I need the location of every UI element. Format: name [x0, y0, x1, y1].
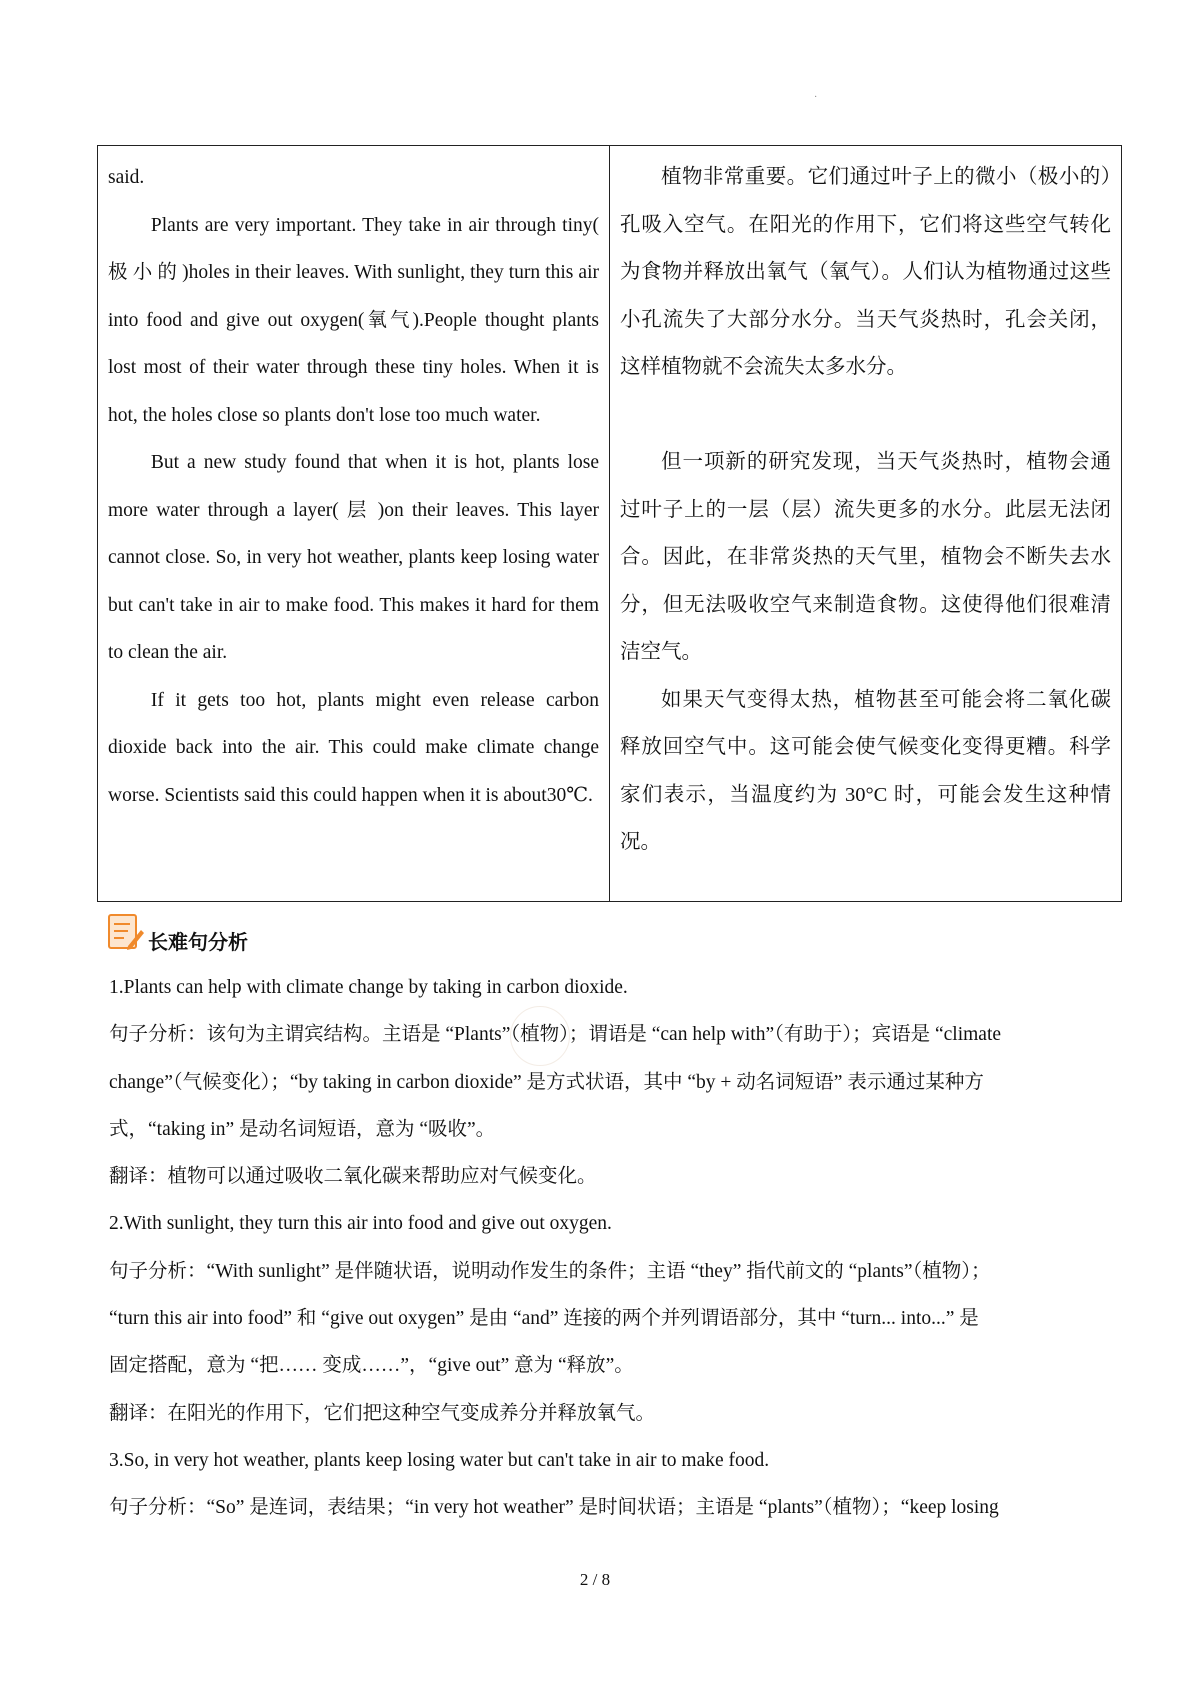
sentence-analysis — [109, 964, 1094, 1532]
chinese-paragraph: 但一项新的研究发现，当天气炎热时，植物会通过叶子上的一层（层）流失更多的水分。此层无法闭合。因此，在非常炎热的天气里，植物会不断失去水分，但无法吸收空气来制造食物。这使得他们很难清洁空气。 — [620, 451, 1111, 663]
analysis-line: 句子分析：该句为主谓宾结构。主语是 “Plants”（植物）；谓语是 “can help with”（有助于）；宾语是 “climate — [109, 1024, 1002, 1046]
analysis-line: 翻译：植物可以通过吸收二氧化碳来帮助应对气候变化。 — [109, 1166, 597, 1188]
chinese-paragraph: 植物非常重要。它们通过叶子上的微小（极小的）孔吸入空气。在阳光的作用下，它们将这些空气转化为食物并释放出氧气（氧气）。人们认为植物通过这些小孔流失了大部分水分。当天气炎热时，孔会关闭，这样植物就不会流失太多水分。 — [620, 166, 1111, 378]
english-paragraph: Plants are very important. They take in air through tiny( 极 小 的 )holes in their leaves. With sunlight, they turn this air into food and give out oxygen(氧气).People thought plants lost most of their water through these tiny holes. When it is hot, the holes close so plants don't lose too much water. — [108, 214, 599, 426]
section-title: 长难句分析 — [148, 930, 248, 954]
decorative-dot: · — [814, 92, 818, 103]
chinese-paragraph: 如果天气变得太热，植物甚至可能会将二氧化碳释放回空气中。这可能会使气候变化变得更糟。科学家们表示，当温度约为 30°C 时，可能会发生这种情况。 — [620, 688, 1111, 853]
analysis-line: 2.With sunlight, they turn this air into food and give out oxygen. — [109, 1213, 612, 1235]
note-edit-icon — [106, 912, 146, 952]
analysis-line: 式，“taking in” 是动名词短语，意为 “吸收”。 — [109, 1118, 496, 1140]
page-number: 2 / 8 — [579, 1570, 611, 1589]
section-header — [106, 912, 406, 956]
english-column — [98, 146, 610, 902]
analysis-line: 1.Plants can help with climate change by taking in carbon dioxide. — [109, 977, 628, 998]
english-paragraph: If it gets too hot, plants might even release carbon dioxide back into the air. This could make climate change worse. Scientists said this could happen when it is about30℃. — [108, 689, 599, 806]
paragraph-gap — [620, 392, 1111, 440]
bilingual-table — [97, 145, 1122, 902]
analysis-line: 翻译：在阳光的作用下，它们把这种空气变成养分并释放氧气。 — [109, 1402, 656, 1424]
english-paragraph: said. — [108, 167, 145, 188]
analysis-line: 句子分析：“With sunlight” 是伴随状语，说明动作发生的条件；主语 “they” 指代前文的 “plants”（植物）； — [109, 1260, 991, 1282]
analysis-line: 固定搭配，意为 “把…… 变成……”，“give out” 意为 “释放”。 — [109, 1355, 634, 1377]
analysis-line: change”（气候变化）；“by taking in carbon dioxide” 是方式状语，其中 “by + 动名词短语” 表示通过某种方 — [109, 1071, 984, 1093]
analysis-line: 3.So, in very hot weather, plants keep losing water but can't take in air to make food. — [109, 1449, 770, 1471]
analysis-line: 句子分析：“So” 是连词，表结果；“in very hot weather” 是时间状语；主语是 “plants”（植物）；“keep losing — [109, 1497, 999, 1519]
chinese-column — [610, 146, 1122, 902]
analysis-line: “turn this air into food” 和 “give out oxygen” 是由 “and” 连接的两个并列谓语部分，其中 “turn... into...” 是 — [109, 1308, 979, 1330]
english-paragraph: But a new study found that when it is hot, plants lose more water through a layer( 层 )on their leaves. This layer cannot close. So, in very hot weather, plants keep losing water but can't take in air to make food. This makes it hard for them to clean the air. — [108, 452, 599, 663]
